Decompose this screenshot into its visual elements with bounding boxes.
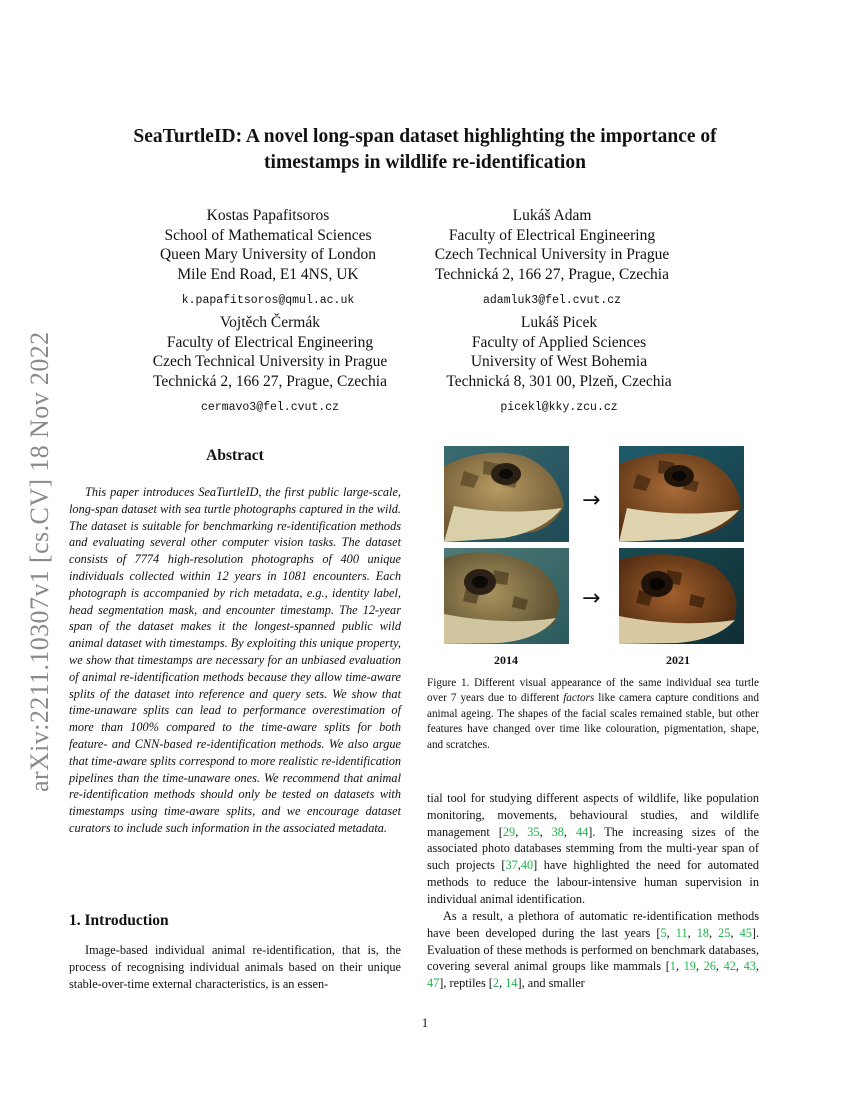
author-email[interactable]: k.papafitsoros@qmul.ac.uk (181, 294, 355, 307)
arxiv-identifier: arXiv:2211.10307v1 [cs.CV] 18 Nov 2022 (25, 331, 54, 792)
citation-link[interactable]: 5 (660, 925, 667, 940)
author-name: Vojtěch Čermák (219, 314, 320, 331)
author-email[interactable]: adamluk3@fel.cvut.cz (482, 294, 622, 307)
turtle-photo-2014-bottom (444, 548, 569, 644)
title-line-1: SeaTurtleID: A novel long-span dataset highlighting the importance of (133, 126, 717, 147)
author-block-4 (409, 313, 709, 418)
citation-link[interactable]: 11 (675, 925, 688, 940)
citation-link[interactable]: 38 (551, 824, 564, 839)
author-address: Technická 2, 166 27, Prague, Czechia (153, 372, 387, 390)
turtle-photo-2021-bottom (619, 548, 744, 644)
caption-text: Figure 1. Different visual appearance of the same individual sea turtle over 7 years due to different (427, 677, 759, 705)
citation-link[interactable]: 29 (502, 824, 516, 839)
caption-emphasis: factors (563, 692, 595, 705)
abstract-body: This paper introduces SeaTurtleID, the first public large-scale, long-span dataset with sea turtle photographs captured in the wild. The dataset is suitable for benchmarking re-identification methods and evaluating several other computer vision tasks. The dataset consists of 7774 high-resolution photographs of 400 unique individuals collected within 12 years in 1081 encounters. Each photograph is accompanied by rich metadata, e.g., identity label, head segmentation mask, and encounter timestamp. The 12-year span of the dataset makes it the longest-spanned public wild animal dataset with timestamps. By exploiting this unique property, we show that timestamps are necessary for an unbiased evaluation of animal re-identification methods because they allow time-aware splits of the dataset into reference and query sets. We show that time-unaware splits can lead to performance overestimation of more than 100% compared to the time-aware splits for both feature- and CNN-based re-identification methods. We also argue that time-aware splits correspond to more realistic re-identification pipelines than the time-unaware ones. We recommend that animal re-identification methods should only be tested on datasets with timestamps using time-aware splits, and we encourage dataset curators to include such information in the associated metadata. (69, 485, 401, 835)
author-name: Lukáš Adam (512, 207, 592, 224)
turtle-photo-2021-top (619, 446, 744, 542)
body-text: ], reptiles [ (439, 976, 493, 991)
separator: , (666, 925, 676, 940)
body-text: ]. The increasing sizes of the associated photo databases stemming from the multi-year span of such projects [ (427, 824, 759, 873)
caption-text: like camera capture conditions and animal ageing. The shapes of the facial scales remained stable, but other features have changed over time like colouration, pigmentation, shape, and scratches. (427, 692, 759, 751)
author-affiliation: Queen Mary University of London (159, 246, 377, 263)
separator: , (687, 925, 697, 940)
separator: , (515, 824, 528, 839)
separator: , (499, 976, 506, 991)
citation-link[interactable]: 25 (718, 925, 731, 940)
author-block-3 (120, 313, 420, 418)
citation-link[interactable]: 37 (505, 858, 518, 873)
citation-link[interactable]: 45 (739, 925, 752, 940)
separator: , (715, 959, 724, 974)
citation-link[interactable]: 35 (527, 824, 540, 839)
separator: , (539, 824, 552, 839)
abstract-heading: Abstract (206, 447, 264, 464)
separator: , (755, 959, 759, 974)
citation-link[interactable]: 14 (505, 976, 518, 991)
author-affiliation: Faculty of Electrical Engineering (448, 226, 656, 244)
author-block-1 (118, 206, 418, 311)
introduction-paragraph-2 (427, 908, 759, 992)
author-email[interactable]: picekl@kky.zcu.cz (500, 401, 618, 414)
citation-link[interactable]: 26 (703, 959, 716, 974)
citation-link[interactable]: 18 (696, 925, 710, 940)
citation-link[interactable]: 19 (683, 959, 696, 974)
citation-link[interactable]: 2 (492, 976, 500, 991)
author-affiliation: University of West Bohemia (470, 353, 648, 370)
figure-caption (427, 676, 759, 753)
figure-1 (444, 446, 744, 671)
body-text: ], and smaller (517, 976, 585, 991)
author-address: Technická 8, 301 00, Plzeň, Czechia (446, 372, 672, 390)
author-affiliation: Faculty of Applied Sciences (471, 333, 647, 351)
separator: , (730, 925, 740, 940)
separator: , (709, 925, 719, 940)
year-label-right: 2021 (666, 653, 690, 667)
title-line-2: timestamps in wildlife re-identification (264, 152, 586, 173)
body-text: ] have highlighted the need for automated methods to reduce the labour-intensive human supervision in individual animal identification. (427, 858, 759, 906)
citation-link[interactable]: 43 (743, 959, 756, 974)
body-text: ]. Evaluation of these methods is performed on benchmark databases, covering several animal groups like mammals [ (427, 925, 760, 974)
citation-link[interactable]: 47 (427, 976, 440, 991)
arrow-right-icon: → (582, 586, 601, 611)
separator: , (517, 858, 521, 873)
turtle-photo-2014-top (444, 446, 569, 542)
separator: , (563, 824, 576, 839)
body-text: tial tool for studying different aspects of wildlife, like population monitoring, movements, behavioural studies, and wildlife management [ (427, 791, 759, 839)
separator: , (675, 959, 684, 974)
author-affiliation: Czech Technical University in Prague (152, 353, 388, 370)
author-affiliation: Faculty of Electrical Engineering (166, 333, 374, 351)
year-label-left: 2014 (494, 653, 518, 667)
author-address: Technická 2, 166 27, Prague, Czechia (435, 265, 669, 283)
arrow-right-icon: → (582, 488, 601, 513)
citation-link[interactable]: 42 (723, 959, 736, 974)
section-heading-introduction: 1. Introduction (69, 912, 169, 929)
body-text: As a result, a plethora of automatic re-identification methods have been developed during the last years [ (427, 909, 759, 940)
separator: , (735, 959, 744, 974)
author-affiliation: Czech Technical University in Prague (434, 246, 670, 263)
citation-link[interactable]: 1 (669, 959, 676, 974)
introduction-paragraph-continued (427, 790, 759, 908)
author-block-2 (402, 206, 702, 311)
citation-link[interactable]: 44 (575, 824, 589, 839)
author-name: Kostas Papafitsoros (206, 207, 330, 224)
separator: , (695, 959, 704, 974)
page-number: 1 (421, 1016, 429, 1030)
author-name: Lukáš Picek (520, 314, 598, 331)
introduction-paragraph: Image-based individual animal re-identification, that is, the process of recognising individual animals based on their unique stable-over-time external characteristics, is an essen- (69, 943, 401, 991)
author-address: Mile End Road, E1 4NS, UK (177, 265, 359, 283)
author-email[interactable]: cermavo3@fel.cvut.cz (200, 401, 340, 414)
citation-link[interactable]: 40 (520, 858, 534, 873)
paper-title (80, 124, 770, 176)
author-affiliation: School of Mathematical Sciences (164, 226, 372, 244)
